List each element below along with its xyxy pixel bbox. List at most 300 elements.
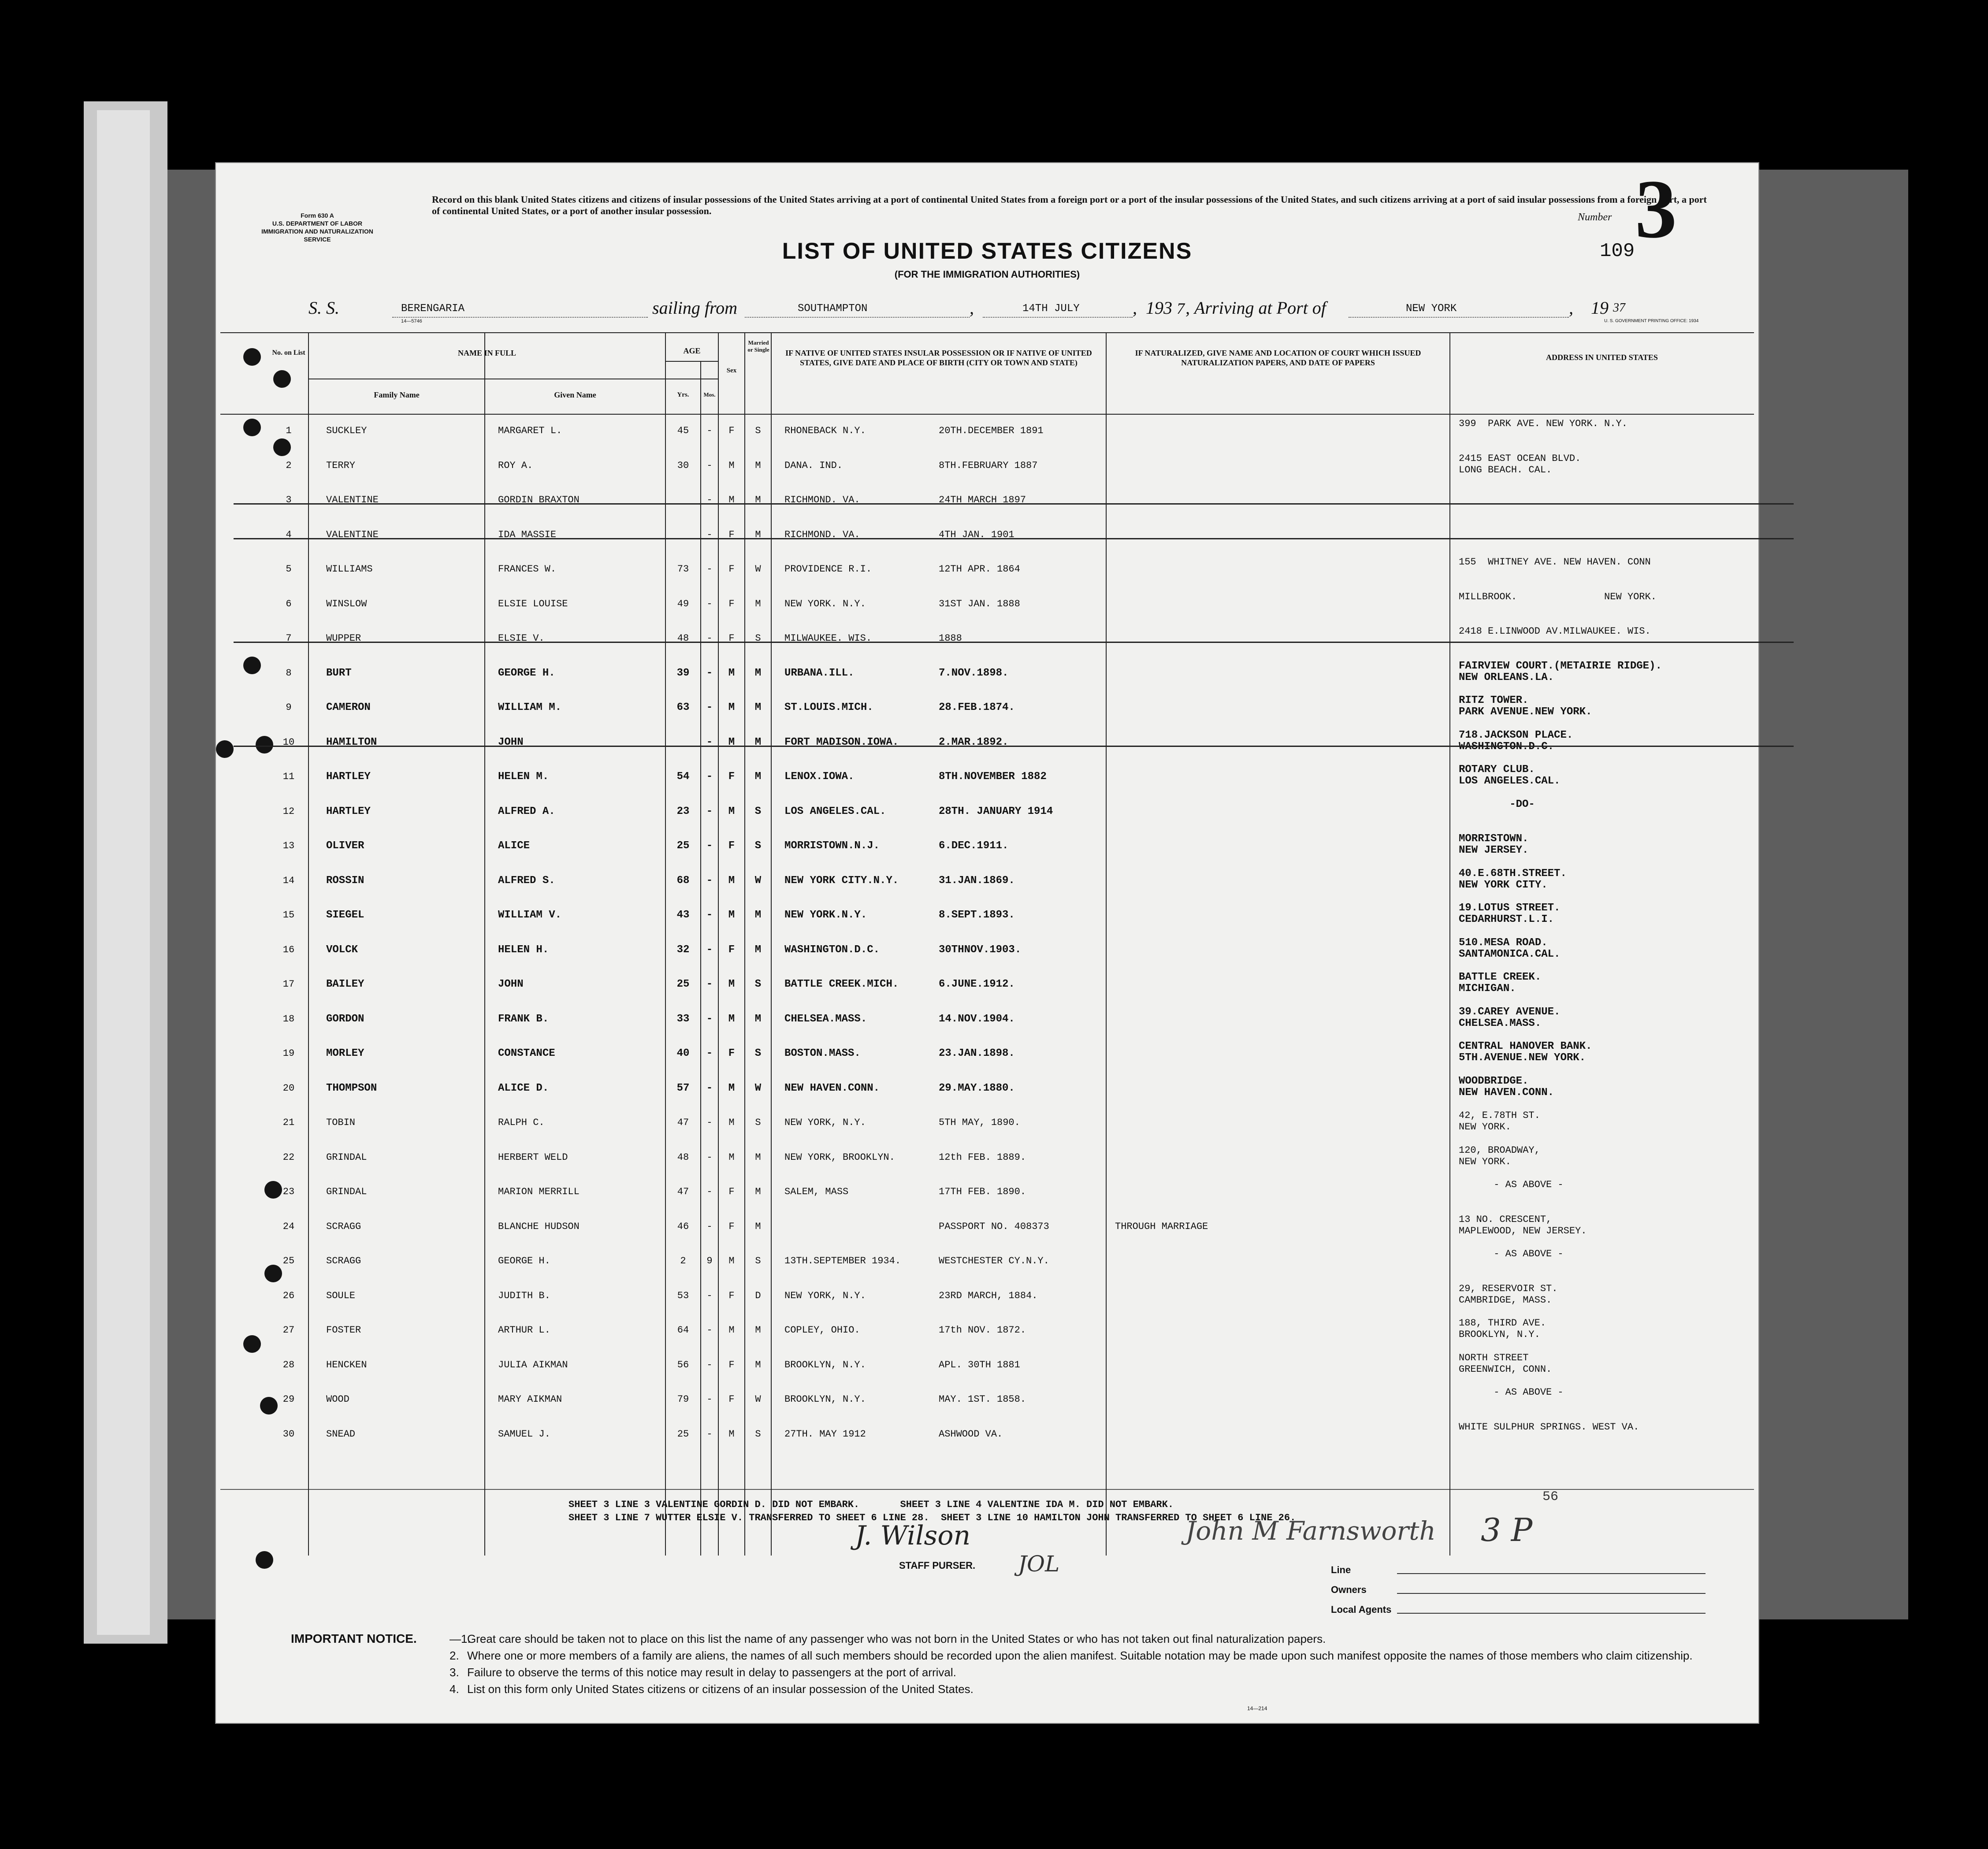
table-row xyxy=(216,555,1758,589)
cell-ms: M xyxy=(755,598,761,609)
cell-given: ARTHUR L. xyxy=(498,1325,550,1336)
cell-date: 8TH.FEBRUARY 1887 xyxy=(939,460,1038,471)
table-row xyxy=(216,1316,1758,1350)
cell-family: WINSLOW xyxy=(326,598,367,609)
cell-yrs: 47 xyxy=(677,1186,689,1197)
notice-item xyxy=(450,1681,1750,1697)
cell-yrs: 73 xyxy=(677,564,689,575)
cell-ms: D xyxy=(755,1290,761,1301)
cell-sex: M xyxy=(728,909,735,921)
table-row xyxy=(216,1351,1758,1385)
cell-date: 31.JAN.1869. xyxy=(939,874,1015,887)
cell-sex: F xyxy=(728,1290,735,1301)
cell-place: 27TH. MAY 1912 xyxy=(784,1428,866,1440)
cell-place: NEW YORK, N.Y. xyxy=(784,1290,866,1301)
cell-sex: F xyxy=(728,1047,735,1059)
cell-place: RHONEBACK N.Y. xyxy=(784,425,866,436)
cell-sex: F xyxy=(728,771,735,783)
cell-given: JULIA AIKMAN xyxy=(498,1359,568,1370)
cell-given: WILLIAM V. xyxy=(498,909,562,921)
cell-date: 28TH. JANUARY 1914 xyxy=(939,805,1053,817)
cell-family: HARTLEY xyxy=(326,771,371,783)
cell-date: 8.SEPT.1893. xyxy=(939,909,1015,921)
cell-place: BROOKLYN, N.Y. xyxy=(784,1394,866,1405)
sheet-number: 3 xyxy=(1635,163,1677,256)
cell-place: COPLEY, OHIO. xyxy=(784,1325,860,1336)
arriving-label: Arriving at Port of xyxy=(1194,298,1326,318)
col-yrs: Yrs. xyxy=(677,391,689,398)
cell-family: BURT xyxy=(326,667,352,679)
cell-no: 14 xyxy=(282,875,295,886)
cell-sex: M xyxy=(728,1255,735,1266)
cell-nat: THROUGH MARRIAGE xyxy=(1115,1221,1208,1232)
cell-yrs: 47 xyxy=(677,1117,689,1128)
cell-given: RALPH C. xyxy=(498,1117,545,1128)
cell-place: LENOX.IOWA. xyxy=(784,771,855,783)
cell-addr: 155 WHITNEY AVE. NEW HAVEN. CONN xyxy=(1459,557,1651,568)
cell-given: WILLIAM M. xyxy=(498,702,562,713)
cell-ms: M xyxy=(754,667,762,679)
cell-no: 30 xyxy=(282,1428,295,1440)
cell-family: HAMILTON xyxy=(326,736,377,748)
cell-family: MORLEY xyxy=(326,1047,364,1059)
cell-date: 12TH APR. 1864 xyxy=(939,564,1020,575)
cell-mos: - xyxy=(706,1428,713,1440)
cell-addr: WHITE SULPHUR SPRINGS. WEST VA. xyxy=(1459,1421,1639,1433)
cell-given: HELEN M. xyxy=(498,771,549,783)
cell-given: ELSIE LOUISE xyxy=(498,598,568,609)
cell-sex: F xyxy=(728,943,735,956)
cell-yrs: 25 xyxy=(676,978,690,990)
cell-no: 23 xyxy=(282,1186,295,1197)
cell-addr: 510.MESA ROAD. SANTAMONICA.CAL. xyxy=(1459,936,1561,960)
cell-no: 24 xyxy=(282,1221,295,1232)
cell-addr: - AS ABOVE - xyxy=(1459,1387,1564,1398)
cell-sex: M xyxy=(728,494,735,505)
form-number: Form 630 A xyxy=(301,212,334,219)
arrival-year-prefix: 19 xyxy=(1591,298,1609,318)
cell-addr: MILLBROOK. NEW YORK. xyxy=(1459,591,1657,602)
cell-sex: M xyxy=(728,736,735,748)
cell-family: SUCKLEY xyxy=(326,425,367,436)
notice-item-number: 4. xyxy=(450,1682,459,1696)
cell-mos: - xyxy=(706,1359,713,1370)
table-row xyxy=(216,693,1758,728)
cell-date: 1888 xyxy=(939,633,962,644)
cell-sex: M xyxy=(728,1082,735,1094)
cell-sex: F xyxy=(728,633,735,644)
cell-place: NEW YORK, BROOKLYN. xyxy=(784,1151,895,1163)
cell-sex: F xyxy=(728,1394,735,1405)
line-field xyxy=(1331,1564,1351,1576)
cell-place: FORT MADISON.IOWA. xyxy=(784,736,899,748)
cell-ms: W xyxy=(754,1082,762,1094)
voyage-line: S. S. BERENGARIA sailing from SOUTHAMPTON , 14TH JULY , 193 7 , Arriving at Port of NEW YORK , 19 37 xyxy=(308,298,1625,318)
arrival-year-hand: 37 xyxy=(1613,301,1625,315)
cell-date: 29.MAY.1880. xyxy=(939,1082,1015,1094)
cell-no: 27 xyxy=(282,1325,295,1336)
cell-yrs: 30 xyxy=(677,460,689,471)
cell-family: BAILEY xyxy=(326,978,364,990)
cell-family: VALENTINE xyxy=(326,494,379,505)
cell-ms: W xyxy=(754,874,762,887)
cell-no: 12 xyxy=(282,806,295,817)
table-row xyxy=(216,866,1758,901)
notice-item-number: 3. xyxy=(450,1666,459,1679)
cell-ms: M xyxy=(754,702,762,713)
cell-place: RICHMOND. VA. xyxy=(784,494,860,505)
cell-given: GORDIN BRAXTON xyxy=(498,494,580,505)
form-code: 14—214 xyxy=(1247,1705,1267,1712)
cell-place: URBANA.ILL. xyxy=(784,667,855,679)
table-row xyxy=(216,1039,1758,1073)
cell-no: 21 xyxy=(282,1117,295,1128)
cell-date: 30THNOV.1903. xyxy=(939,943,1022,956)
col-address: ADDRESS IN UNITED STATES xyxy=(1546,353,1658,362)
cell-mos: - xyxy=(706,702,713,713)
cell-date: 6.DEC.1911. xyxy=(939,840,1009,852)
cell-given: IDA MASSIE xyxy=(498,529,557,540)
notice-item-number: 2. xyxy=(450,1649,459,1662)
cell-ms: M xyxy=(755,1325,761,1336)
cell-date: 6.JUNE.1912. xyxy=(939,978,1015,990)
cell-addr: 19.LOTUS STREET. CEDARHURST.L.I. xyxy=(1459,902,1561,925)
cell-addr: ROTARY CLUB. LOS ANGELES.CAL. xyxy=(1459,764,1561,787)
cell-sex: F xyxy=(728,840,735,852)
cell-family: TOBIN xyxy=(326,1117,356,1128)
cell-place: MORRISTOWN.N.J. xyxy=(784,840,880,852)
col-given: Given Name xyxy=(554,390,596,399)
notice-item-text: Where one or more members of a family are aliens, the names of all such members should be recorded upon the alien manifest. Suitable notation may be made upon such manifest opposite the names of those members who claim citizenship. xyxy=(467,1649,1693,1662)
cell-yrs: 25 xyxy=(676,840,690,852)
cell-mos: - xyxy=(706,909,713,921)
cell-yrs: 25 xyxy=(677,1428,689,1440)
cell-given: ROY A. xyxy=(498,460,533,471)
col-birth: IF NATIVE OF UNITED STATES INSULAR POSSESSION OR IF NATIVE OF UNITED STATES, GIVE DATE AND PLACE OF BIRTH (CITY OR TOWN AND STATE) xyxy=(785,349,1092,367)
cell-addr: 42, E.78TH ST. NEW YORK. xyxy=(1459,1110,1540,1132)
local-agents-field xyxy=(1331,1604,1391,1615)
table-row xyxy=(216,1074,1758,1108)
cell-ms: M xyxy=(755,1151,761,1163)
strike-through-line xyxy=(234,642,1794,643)
table-row xyxy=(216,486,1758,520)
cell-date: 23RD MARCH, 1884. xyxy=(939,1290,1038,1301)
cell-given: FRANK B. xyxy=(498,1013,549,1025)
cell-given: GEORGE H. xyxy=(498,1255,550,1266)
cell-date: 5TH MAY, 1890. xyxy=(939,1117,1020,1128)
cell-yrs: 43 xyxy=(676,909,690,921)
cell-yrs: 53 xyxy=(677,1290,689,1301)
cell-family: THOMPSON xyxy=(326,1082,377,1094)
cell-mos: - xyxy=(706,564,713,575)
cell-family: WILLIAMS xyxy=(326,564,373,575)
cell-no: 13 xyxy=(282,840,295,851)
col-naturalized: IF NATURALIZED, GIVE NAME AND LOCATION OF COURT WHICH ISSUED NATURALIZATION PAPERS, AND DATE OF PAPERS xyxy=(1135,349,1421,367)
stamp-number: 109 xyxy=(1600,240,1635,262)
cell-family: TERRY xyxy=(326,460,356,471)
sailing-label: sailing from xyxy=(652,298,737,318)
cell-given: MARGARET L. xyxy=(498,425,562,436)
cell-place: 13TH.SEPTEMBER 1934. xyxy=(784,1255,901,1266)
cell-sex: M xyxy=(728,1428,735,1440)
cell-addr: 40.E.68TH.STREET. NEW YORK CITY. xyxy=(1459,867,1567,891)
cell-date: 4TH JAN. 1901 xyxy=(939,529,1014,540)
cell-sex: F xyxy=(728,529,735,540)
arrival-port: NEW YORK xyxy=(1406,303,1457,315)
table-row xyxy=(216,590,1758,624)
cell-no: 10 xyxy=(282,736,295,748)
cell-mos: - xyxy=(706,943,713,956)
department: U.S. DEPARTMENT OF LABOR xyxy=(272,220,363,227)
table-row xyxy=(216,1177,1758,1212)
cell-sex: F xyxy=(728,598,735,609)
cell-family: VOLCK xyxy=(326,943,358,956)
cell-family: SCRAGG xyxy=(326,1255,361,1266)
col-age: AGE xyxy=(683,346,701,355)
cell-mos: - xyxy=(706,633,713,644)
cell-sex: M xyxy=(728,1151,735,1163)
table-row xyxy=(216,1005,1758,1039)
cell-date: 8TH.NOVEMBER 1882 xyxy=(939,771,1047,783)
binder-hole xyxy=(256,1551,273,1569)
cell-ms: M xyxy=(754,909,762,921)
cell-yrs: 63 xyxy=(676,702,690,713)
cell-ms: M xyxy=(754,1013,762,1025)
cell-place: CHELSEA.MASS. xyxy=(784,1013,867,1025)
cell-ms: M xyxy=(755,1221,761,1232)
cell-ms: S xyxy=(755,1428,761,1440)
cell-mos: - xyxy=(706,425,713,436)
page-title: LIST OF UNITED STATES CITIZENS xyxy=(782,238,1193,264)
cell-date: APL. 30TH 1881 xyxy=(939,1359,1020,1370)
cell-mos: - xyxy=(706,1290,713,1301)
cell-mos: - xyxy=(706,1082,713,1094)
cell-ms: S xyxy=(754,805,762,817)
service: IMMIGRATION AND NATURALIZATION SERVICE xyxy=(261,228,373,243)
cell-mos: - xyxy=(706,667,713,679)
local-agents-label: Local Agents xyxy=(1331,1604,1392,1615)
cell-place: NEW YORK CITY.N.Y. xyxy=(784,874,899,887)
notice-item-text: List on this form only United States citizens or citizens of an insular possession of the United States. xyxy=(467,1682,974,1696)
col-sex: Sex xyxy=(726,367,737,374)
cell-given: SAMUEL J. xyxy=(498,1428,550,1440)
line-label: Line xyxy=(1331,1564,1351,1575)
cell-place: WASHINGTON.D.C. xyxy=(784,943,880,956)
cell-mos: - xyxy=(706,1013,713,1025)
cell-addr: BATTLE CREEK. MICHIGAN. xyxy=(1459,971,1542,995)
cell-mos: - xyxy=(706,736,713,748)
notice-item-text: Failure to observe the terms of this notice may result in delay to passengers at the port of arrival. xyxy=(467,1666,956,1679)
col-mos: Mos. xyxy=(703,391,716,398)
cell-mos: - xyxy=(706,1186,713,1197)
cell-ms: S xyxy=(754,978,762,990)
cell-addr: 120, BROADWAY, NEW YORK. xyxy=(1459,1144,1540,1167)
cell-ms: W xyxy=(755,564,761,575)
cell-addr: 399 PARK AVE. NEW YORK. N.Y. xyxy=(1459,418,1628,429)
binder-hole xyxy=(243,348,261,366)
cell-given: FRANCES W. xyxy=(498,564,557,575)
cell-no: 25 xyxy=(282,1255,295,1266)
cell-no: 29 xyxy=(282,1394,295,1405)
cell-place: PROVIDENCE R.I. xyxy=(784,564,872,575)
cell-ms: M xyxy=(755,529,761,540)
cell-no: 1 xyxy=(286,425,292,436)
cell-family: CAMERON xyxy=(326,702,371,713)
cell-given: ELSIE V. xyxy=(498,633,545,644)
cell-given: ALICE D. xyxy=(498,1082,549,1094)
cell-no: 28 xyxy=(282,1359,295,1370)
sail-date: 14TH JULY xyxy=(1022,303,1080,315)
cell-yrs: 40 xyxy=(676,1047,690,1059)
note-line-1: SHEET 3 LINE 3 VALENTINE GORDIN D. DID NOT EMBARK. SHEET 3 LINE 4 VALENTINE IDA M. DID NOT EMBARK. xyxy=(569,1499,1174,1510)
purser-signature: J. Wilson xyxy=(855,1520,971,1551)
strike-through-line xyxy=(234,746,1794,747)
notice-item-number: —1. xyxy=(450,1632,471,1645)
cell-place: NEW YORK.N.Y. xyxy=(784,909,867,921)
cell-addr: CENTRAL HANOVER BANK. 5TH.AVENUE.NEW YORK. xyxy=(1459,1040,1592,1064)
cell-family: ROSSIN xyxy=(326,874,364,887)
cell-given: MARION MERRILL xyxy=(498,1186,580,1197)
cell-sex: F xyxy=(728,1221,735,1232)
owners-label: Owners xyxy=(1331,1584,1367,1595)
cell-place: LOS ANGELES.CAL. xyxy=(784,805,886,817)
owners-field xyxy=(1331,1584,1367,1596)
table-row xyxy=(216,797,1758,832)
cell-family: SCRAGG xyxy=(326,1221,361,1232)
cell-yrs: 68 xyxy=(676,874,690,887)
cell-place: SALEM, MASS xyxy=(784,1186,849,1197)
cell-no: 6 xyxy=(286,598,292,609)
cell-no: 20 xyxy=(282,1082,295,1094)
cell-sex: M xyxy=(728,667,735,679)
note-line-2: SHEET 3 LINE 7 WUTTER ELSIE V. TRANSFERRED TO SHEET 6 LINE 28. SHEET 3 LINE 10 HAMILTON JOHN TRANSFERRED TO SHEET 6 LINE 26. xyxy=(569,1512,1296,1523)
ss-label: S. S. xyxy=(308,298,339,318)
cell-addr: NORTH STREET GREENWICH, CONN. xyxy=(1459,1352,1552,1375)
ship-name: BERENGARIA xyxy=(401,303,465,315)
cell-given: ALFRED S. xyxy=(498,874,555,887)
cell-date: MAY. 1ST. 1858. xyxy=(939,1394,1026,1405)
cell-date: 12th FEB. 1889. xyxy=(939,1151,1026,1163)
col-name-in-full: NAME IN FULL xyxy=(457,349,516,357)
table-row xyxy=(216,970,1758,1004)
cell-date: 17th NOV. 1872. xyxy=(939,1325,1026,1336)
cell-date: 17TH FEB. 1890. xyxy=(939,1186,1026,1197)
hand-mark: 3 P xyxy=(1481,1511,1533,1548)
cell-ms: M xyxy=(755,460,761,471)
cell-yrs: 79 xyxy=(677,1394,689,1405)
table-row xyxy=(216,728,1758,762)
officer-signature: John M Farnsworth xyxy=(1185,1516,1436,1546)
notice-item xyxy=(450,1664,1750,1681)
cell-ms: M xyxy=(755,1186,761,1197)
cell-sex: M xyxy=(728,1013,735,1025)
cell-mos: - xyxy=(706,771,713,783)
cell-date: 7.NOV.1898. xyxy=(939,667,1009,679)
cell-yrs: 64 xyxy=(677,1325,689,1336)
cell-addr: WOODBRIDGE. NEW HAVEN.CONN. xyxy=(1459,1075,1554,1099)
col-family: Family Name xyxy=(374,390,420,399)
cell-mos: - xyxy=(706,1047,713,1059)
cell-family: GORDON xyxy=(326,1013,364,1025)
cell-yrs: 48 xyxy=(677,633,689,644)
cell-no: 15 xyxy=(282,910,295,921)
table-row xyxy=(216,1420,1758,1454)
cell-addr: 39.CAREY AVENUE. CHELSEA.MASS. xyxy=(1459,1006,1561,1029)
cell-sex: M xyxy=(728,978,735,990)
cell-yrs: 45 xyxy=(677,425,689,436)
cell-yrs: 33 xyxy=(676,1013,690,1025)
binder-hole xyxy=(273,370,291,388)
cell-family: HARTLEY xyxy=(326,805,371,817)
table-row xyxy=(216,936,1758,970)
cell-no: 11 xyxy=(282,771,295,782)
cell-addr: - AS ABOVE - xyxy=(1459,1248,1564,1259)
cell-given: ALICE xyxy=(498,840,530,852)
cell-place: NEW HAVEN.CONN. xyxy=(784,1082,880,1094)
cell-ms: M xyxy=(754,736,762,748)
strike-through-line xyxy=(234,503,1794,505)
cell-ms: S xyxy=(754,840,762,852)
cell-mos: - xyxy=(706,1325,713,1336)
cell-addr: MORRISTOWN. NEW JERSEY. xyxy=(1459,833,1529,856)
cell-place: DANA. IND. xyxy=(784,460,843,471)
cell-date: 28.FEB.1874. xyxy=(939,702,1015,713)
cell-date: PASSPORT NO. 408373 xyxy=(939,1221,1049,1232)
cell-given: HELEN H. xyxy=(498,943,549,956)
cell-addr: 13 NO. CRESCENT, MAPLEWOOD, NEW JERSEY. xyxy=(1459,1214,1587,1236)
cell-no: 3 xyxy=(286,494,292,505)
cell-no: 8 xyxy=(286,667,292,679)
cell-date: 24TH MARCH 1897 xyxy=(939,494,1026,505)
cell-addr: 718.JACKSON PLACE. WASHINGTON.D.C. xyxy=(1459,729,1573,753)
cell-family: SOULE xyxy=(326,1290,356,1301)
cell-date: 14.NOV.1904. xyxy=(939,1013,1015,1025)
cell-place: BROOKLYN, N.Y. xyxy=(784,1359,866,1370)
cell-yrs: 57 xyxy=(676,1082,690,1094)
cell-date: 20TH.DECEMBER 1891 xyxy=(939,425,1044,436)
notice-item xyxy=(450,1630,1750,1647)
cell-family: HENCKEN xyxy=(326,1359,367,1370)
cell-ms: M xyxy=(754,943,762,956)
cell-no: 5 xyxy=(286,564,292,575)
cell-mos: 9 xyxy=(706,1255,713,1266)
cell-given: JOHN xyxy=(498,736,524,748)
cell-sex: M xyxy=(728,874,735,887)
cell-yrs: 56 xyxy=(677,1359,689,1370)
cell-date: 23.JAN.1898. xyxy=(939,1047,1015,1059)
table-row xyxy=(216,1281,1758,1316)
table-row xyxy=(216,416,1758,451)
year-prefix: 193 xyxy=(1146,298,1172,318)
cell-given: HERBERT WELD xyxy=(498,1151,568,1163)
cell-date: ASHWOOD VA. xyxy=(939,1428,1003,1440)
cell-family: SIEGEL xyxy=(326,909,364,921)
cell-place: RICHMOND. VA. xyxy=(784,529,860,540)
cell-sex: F xyxy=(728,1359,735,1370)
table-row xyxy=(216,1247,1758,1281)
table-row xyxy=(216,762,1758,797)
table-row xyxy=(216,1212,1758,1247)
cell-ms: M xyxy=(755,1359,761,1370)
notice-items xyxy=(450,1630,1750,1697)
col-no: No. on List xyxy=(272,349,305,356)
cell-addr: 29, RESERVOIR ST. CAMBRIDGE, MASS. xyxy=(1459,1283,1558,1306)
cell-addr: 2418 E.LINWOOD AV.MILWAUKEE. WIS. xyxy=(1459,626,1651,637)
cell-yrs: 39 xyxy=(676,667,690,679)
table-row xyxy=(216,1143,1758,1177)
cell-yrs: 49 xyxy=(677,598,689,609)
notice-item-text: Great care should be taken not to place on this list the name of any passenger who was not born in the United States or who has not taken out final naturalization papers. xyxy=(467,1632,1326,1645)
